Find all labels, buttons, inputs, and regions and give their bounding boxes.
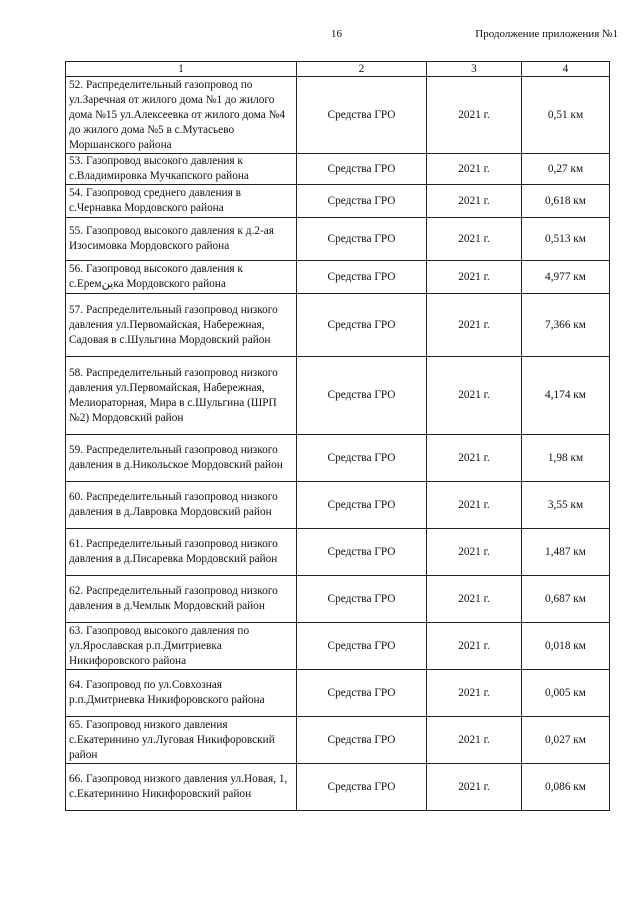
funding-source: Средства ГРО [297, 482, 427, 529]
funding-source: Средства ГРО [297, 261, 427, 294]
length: 0,27 км [522, 154, 610, 185]
funding-source: Средства ГРО [297, 77, 427, 154]
year: 2021 г. [427, 218, 522, 261]
column-header-4: 4 [522, 62, 610, 77]
pipeline-description: 58. Распределительный газопровод низкого давления ул.Первомайская, Набережная, Мелиораторная, Мира в с.Шульгина (ШРП №2) Мордовский район [66, 357, 297, 435]
table-row [66, 764, 610, 811]
funding-source: Средства ГРО [297, 623, 427, 670]
length: 0,005 км [522, 670, 610, 717]
pipeline-description: 53. Газопровод высокого давления к с.Владимировка Мучкапского района [66, 154, 297, 185]
year: 2021 г. [427, 576, 522, 623]
length: 0,027 км [522, 717, 610, 764]
table-row [66, 670, 610, 717]
table-row [66, 576, 610, 623]
length: 7,366 км [522, 294, 610, 357]
year: 2021 г. [427, 717, 522, 764]
pipeline-description: 60. Распределительный газопровод низкого давления в д.Лавровка Мордовский район [66, 482, 297, 529]
year: 2021 г. [427, 435, 522, 482]
pipeline-description: 54. Газопровод среднего давления в с.Чернавка Мордовского района [66, 185, 297, 218]
funding-source: Средства ГРО [297, 764, 427, 811]
table-row [66, 357, 610, 435]
year: 2021 г. [427, 670, 522, 717]
table-row [66, 717, 610, 764]
length: 0,086 км [522, 764, 610, 811]
year: 2021 г. [427, 764, 522, 811]
column-header-3: 3 [427, 62, 522, 77]
pipeline-description: 66. Газопровод низкого давления ул.Новая, 1, с.Екатеринино Никифоровский район [66, 764, 297, 811]
length: 0,618 км [522, 185, 610, 218]
pipeline-description: 64. Газопровод по ул.Совхозная р.п.Дмитриевка Никифоровского района [66, 670, 297, 717]
funding-source: Средства ГРО [297, 185, 427, 218]
pipeline-description: 63. Газопровод высокого давления по ул.Ярославская р.п.Дмитриевка Никифоровского района [66, 623, 297, 670]
table-row [66, 529, 610, 576]
table-row [66, 435, 610, 482]
year: 2021 г. [427, 482, 522, 529]
appendix-table [65, 61, 610, 811]
length: 0,51 км [522, 77, 610, 154]
pipeline-description: 56. Газопровод высокого давления к с.Еремينка Мордовского района [66, 261, 297, 294]
table-row [66, 77, 610, 154]
pipeline-description: 65. Газопровод низкого давления с.Екатеринино ул.Луговая Никифоровский район [66, 717, 297, 764]
continuation-title: Продолжение приложения №1 [475, 28, 618, 40]
table-row [66, 623, 610, 670]
funding-source: Средства ГРО [297, 435, 427, 482]
pipeline-description: 59. Распределительный газопровод низкого давления в д.Никольское Мордовский район [66, 435, 297, 482]
funding-source: Средства ГРО [297, 294, 427, 357]
length: 4,977 км [522, 261, 610, 294]
length: 3,55 км [522, 482, 610, 529]
year: 2021 г. [427, 154, 522, 185]
table-row [66, 482, 610, 529]
funding-source: Средства ГРО [297, 576, 427, 623]
year: 2021 г. [427, 357, 522, 435]
funding-source: Средства ГРО [297, 670, 427, 717]
table-header-row [66, 62, 610, 77]
length: 0,687 км [522, 576, 610, 623]
length: 1,487 км [522, 529, 610, 576]
column-header-1: 1 [66, 62, 297, 77]
year: 2021 г. [427, 529, 522, 576]
length: 0,018 км [522, 623, 610, 670]
funding-source: Средства ГРО [297, 154, 427, 185]
pipeline-description: 52. Распределительный газопровод по ул.Заречная от жилого дома №1 до жилого дома №15 ул.Алексеевка от жилого дома №4 до жилого дома №5 в с.Мутасьево Моршанского района [66, 77, 297, 154]
length: 4,174 км [522, 357, 610, 435]
column-header-2: 2 [297, 62, 427, 77]
pipeline-description: 61. Распределительный газопровод низкого давления в д.Писаревка Мордовский район [66, 529, 297, 576]
length: 1,98 км [522, 435, 610, 482]
year: 2021 г. [427, 77, 522, 154]
pipeline-description: 55. Газопровод высокого давления к д.2-ая Изосимовка Мордовского района [66, 218, 297, 261]
year: 2021 г. [427, 261, 522, 294]
funding-source: Средства ГРО [297, 529, 427, 576]
funding-source: Средства ГРО [297, 717, 427, 764]
year: 2021 г. [427, 623, 522, 670]
year: 2021 г. [427, 294, 522, 357]
funding-source: Средства ГРО [297, 357, 427, 435]
pipeline-description: 57. Распределительный газопровод низкого давления ул.Первомайская, Набережная, Садовая в с.Шульгина Мордовский район [66, 294, 297, 357]
funding-source: Средства ГРО [297, 218, 427, 261]
table-row [66, 218, 610, 261]
table-row [66, 185, 610, 218]
page-number: 16 [331, 28, 342, 40]
year: 2021 г. [427, 185, 522, 218]
length: 0,513 км [522, 218, 610, 261]
table-row [66, 294, 610, 357]
table-row [66, 261, 610, 294]
pipeline-description: 62. Распределительный газопровод низкого давления в д.Чемлык Мордовский район [66, 576, 297, 623]
table-row [66, 154, 610, 185]
